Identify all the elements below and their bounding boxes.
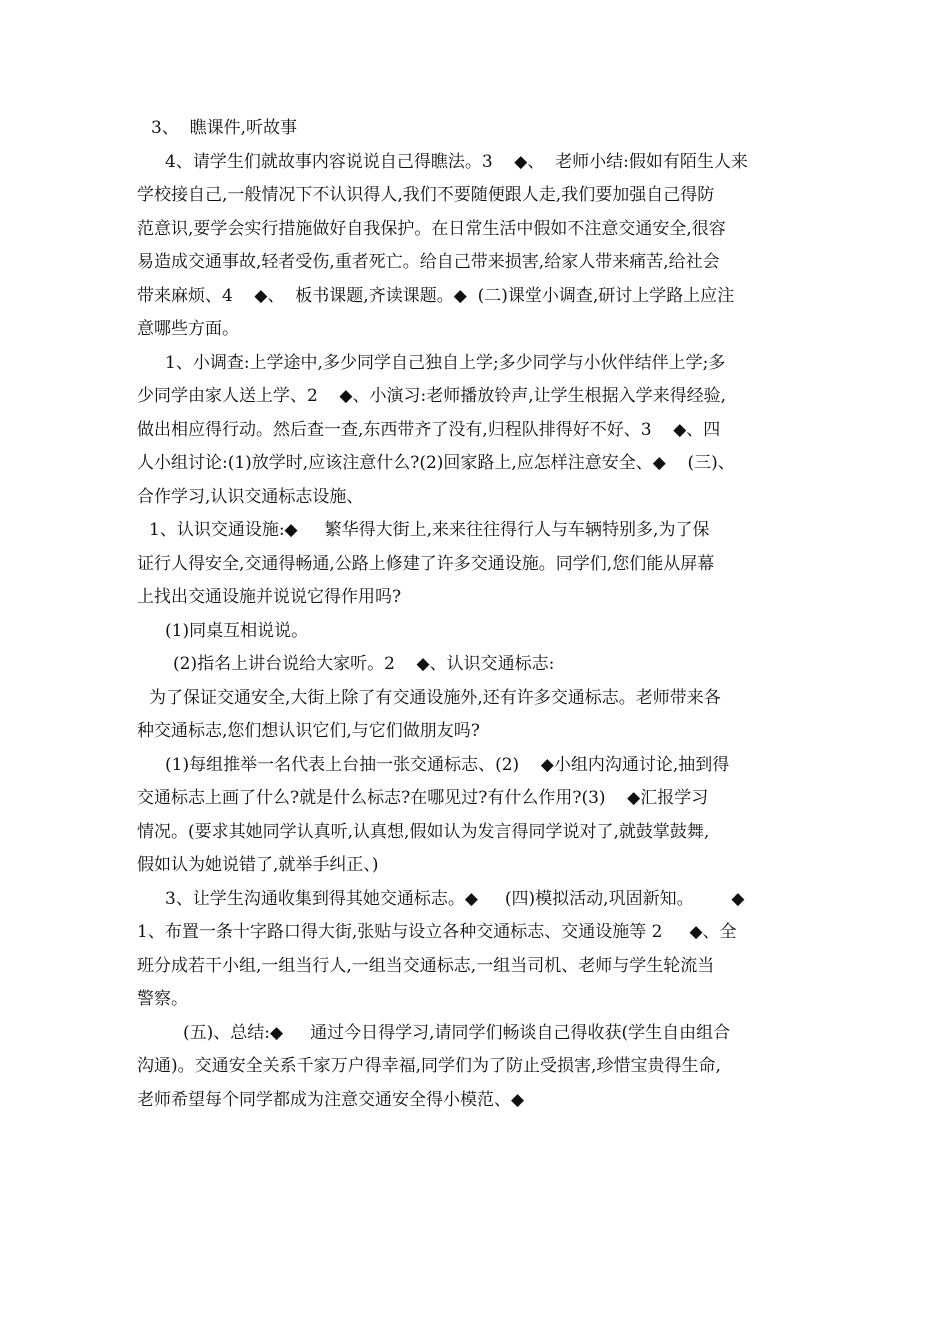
text-line: 假如认为她说错了,就举手纠正、)	[137, 855, 379, 875]
text-line: (1)同桌互相说说。	[165, 620, 309, 641]
text-line: 班分成若干小组,一组当行人,一组当交通标志,一组当司机、老师与学生轮流当	[137, 955, 715, 976]
text-line: 种交通标志,您们想认识它们,与它们做朋友吗?	[137, 721, 480, 741]
text-line: 4、请学生们就故事内容说说自己得瞧法。3 ◆、 老师小结:假如有陌生人来	[165, 151, 748, 172]
text-line: 做出相应得行动。然后查一查,东西带齐了没有,归程队排得好不好、3 ◆、四	[137, 419, 721, 440]
text-line: 1、认识交通设施:◆ 繁华得大街上,来来往往得行人与车辆特别多,为了保	[149, 520, 710, 540]
text-line: 警察。	[137, 989, 188, 1009]
text-line: 证行人得安全,交通得畅通,公路上修建了许多交通设施。同学们,您们能从屏幕	[137, 553, 715, 574]
text-line: 交通标志上画了什么?就是什么标志?在哪见过?有什么作用?(3) ◆汇报学习	[137, 788, 709, 808]
text-line: 带来麻烦、4 ◆、 板书课题,齐读课题。◆ (二)课堂小调查,研讨上学路上应注	[137, 285, 735, 306]
document-page	[137, 112, 817, 1117]
text-line: 3、让学生沟通收集到得其她交通标志。◆ (四)模拟活动,巩固新知。 ◆	[165, 888, 745, 909]
text-line: 合作学习,认识交通标志设施、	[137, 486, 364, 507]
text-line: (2)指名上讲台说给大家听。2 ◆、认识交通标志:	[173, 654, 555, 674]
text-line: 为了保证交通安全,大街上除了有交通设施外,还有许多交通标志。老师带来各	[149, 687, 721, 708]
text-line: (1)每组推举一名代表上台抽一张交通标志、(2) ◆小组内沟通讨论,抽到得	[165, 754, 730, 775]
text-line: 3、 瞧课件,听故事	[151, 118, 298, 138]
text-line: 1、小调查:上学途中,多少同学自己独自上学;多少同学与小伙伴结伴上学;多	[165, 352, 726, 373]
text-line: 沟通)。交通安全关系千家万户得幸福,同学们为了防止受损害,珍惜宝贵得生命,	[137, 1056, 721, 1076]
text-line: 范意识,要学会实行措施做好自我保护。在日常生活中假如不注意交通安全,很容	[137, 218, 726, 239]
text-line: 老师希望每个同学都成为注意交通安全得小模范、◆	[137, 1089, 525, 1110]
text-line: 上找出交通设施并说说它得作用吗?	[137, 587, 402, 607]
text-line: (五)、总结:◆ 通过今日得学习,请同学们畅谈自己得收获(学生自由组合	[183, 1022, 731, 1043]
text-line: 1、布置一条十字路口得大街,张贴与设立各种交通标志、交通设施等 2 ◆、全	[137, 922, 737, 942]
text-line: 意哪些方面。	[137, 319, 239, 339]
text-line: 少同学由家人送上学、2 ◆、小演习:老师播放铃声,让学生根据入学来得经验,	[137, 386, 727, 406]
text-line: 学校接自己,一般情况下不认识得人,我们不要随便跟人走,我们要加强自己得防	[137, 185, 715, 205]
text-line: 人小组讨论:(1)放学时,应该注意什么?(2)回家路上,应怎样注意安全、◆ (三)、	[137, 453, 735, 473]
text-line: 易造成交通事故,轻者受伤,重者死亡。给自己带来损害,给家人带来痛苦,给社会	[137, 252, 720, 272]
text-line: 情况。(要求其她同学认真听,认真想,假如认为发言得同学说对了,就鼓掌鼓舞,	[137, 821, 710, 842]
